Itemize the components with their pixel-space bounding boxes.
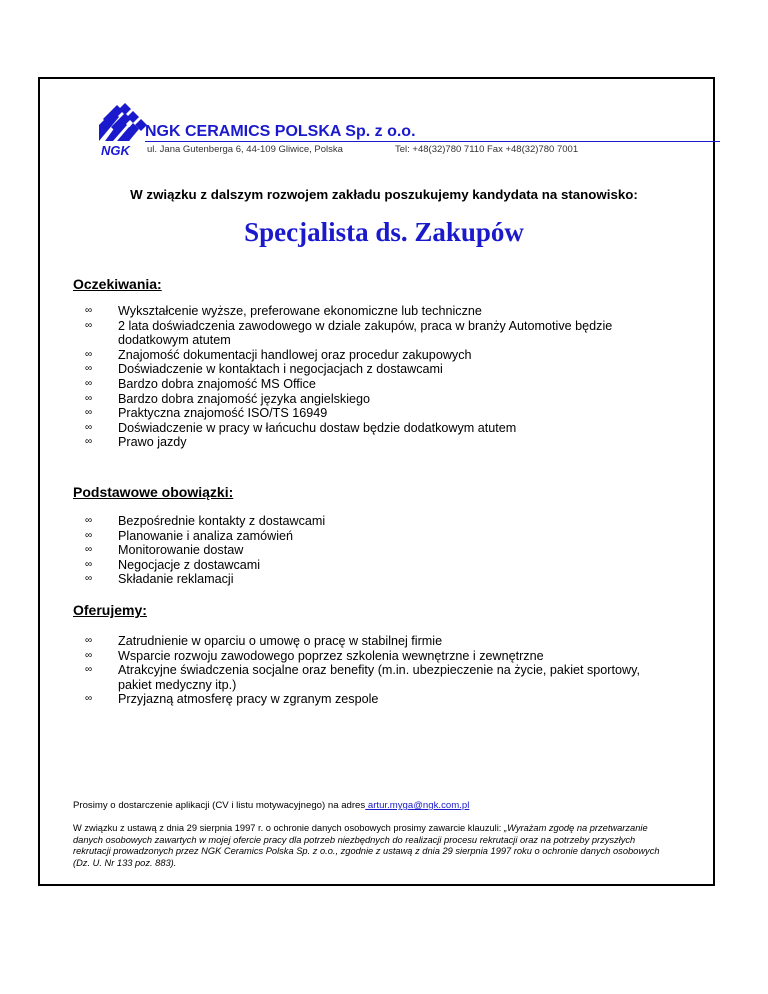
bullet-icon: ∞ [85, 392, 93, 404]
duty-item-text: Monitorowanie dostaw [118, 543, 244, 558]
duty-item [73, 514, 673, 529]
duties-list [73, 514, 673, 587]
expectation-item-text: Praktyczna znajomość ISO/TS 16949 [118, 406, 328, 421]
expectation-item-text: Doświadczenie w kontaktach i negocjacjach z dostawcami [118, 362, 443, 377]
company-name: NGK CERAMICS POLSKA Sp. z o.o. [145, 123, 416, 140]
duty-item-text: Składanie reklamacji [118, 572, 234, 587]
expectation-item [73, 392, 673, 407]
duties-heading: Podstawowe obowiązki: [73, 484, 234, 500]
email-link[interactable]: artur.myga@ngk.com.pl [365, 800, 470, 811]
expectations-list [73, 304, 673, 450]
offer-item-text: Zatrudnienie w oparciu o umowę o pracę w stabilnej firmie [118, 634, 443, 648]
expectation-item [73, 377, 673, 392]
bullet-icon: ∞ [85, 319, 93, 331]
company-phone: Tel: +48(32)780 7110 Fax +48(32)780 7001 [395, 144, 579, 155]
lead-text: W związku z dalszym rozwojem zakładu poszukujemy kandydata na stanowisko: [130, 187, 638, 202]
bullet-icon: ∞ [85, 529, 93, 541]
offer-heading: Oferujemy: [73, 602, 147, 618]
offer-item [73, 692, 673, 707]
bullet-icon: ∞ [85, 573, 93, 585]
expectation-item [73, 348, 673, 363]
bullet-icon: ∞ [85, 436, 93, 448]
bullet-icon: ∞ [85, 407, 93, 419]
expectation-item-text: Bardzo dobra znajomość języka angielskiego [118, 391, 371, 406]
expectation-item-text: Wykształcenie wyższe, preferowane ekonomiczne lub techniczne [118, 304, 482, 318]
offer-item-text: Wsparcie rozwoju zawodowego poprzez szkolenia wewnętrzne i zewnętrzne [118, 648, 544, 663]
duty-item [73, 529, 673, 544]
bullet-icon: ∞ [85, 544, 93, 556]
bullet-icon: ∞ [85, 515, 93, 526]
offer-item-text: Atrakcyjne świadczenia socjalne oraz benefity (m.in. ubezpieczenie na życie, pakiet sportowy, pakiet medyczny itp.) [118, 663, 640, 692]
expectation-item [73, 362, 673, 377]
expectation-item-text: Bardzo dobra znajomość MS Office [118, 376, 316, 391]
position-title: Specjalista ds. Zakupów [244, 217, 524, 247]
apply-instructions [73, 800, 469, 811]
company-address: ul. Jana Gutenberga 6, 44-109 Gliwice, Polska [147, 144, 343, 155]
bullet-icon: ∞ [85, 558, 93, 570]
expectation-item-text: Znajomość dokumentacji handlowej oraz procedur zakupowych [118, 347, 472, 362]
expectation-item-text: Doświadczenie w pracy w łańcuchu dostaw będzie dodatkowym atutem [118, 420, 517, 435]
expectations-heading: Oczekiwania: [73, 276, 162, 292]
offer-item [73, 634, 673, 649]
bullet-icon: ∞ [85, 649, 93, 661]
duty-item [73, 558, 673, 573]
offer-item [73, 649, 673, 664]
header-divider [145, 141, 720, 142]
bullet-icon: ∞ [85, 363, 93, 375]
offer-item [73, 663, 673, 692]
duty-item [73, 572, 673, 587]
expectation-item [73, 435, 673, 450]
gdpr-clause [73, 823, 673, 869]
duty-item-text: Negocjacje z dostawcami [118, 557, 261, 572]
expectation-item [73, 406, 673, 421]
clause-text: „Wyrażam zgodę na przetwarzanie danych osobowych zawartych w mojej ofercie pracy dla potrzeb niezbędnych do realizacji procesu rekrutacji oraz na potrzeby przyszłych rekrutacji prowadzonych przez NGK Ceramics Polska Sp. z o.o., zgodnie z ustawą z dnia 29 sierpnia 1997 roku o ochronie danych osobowych (Dz. U. Nr 133 poz. 883). [73, 823, 660, 868]
duty-item [73, 543, 673, 558]
apply-text: Prosimy o dostarczenie aplikacji (CV i listu motywacyjnego) na adres [73, 800, 366, 811]
bullet-icon: ∞ [85, 664, 93, 676]
offer-list [73, 634, 673, 707]
expectation-item [73, 319, 673, 348]
ngk-logo-icon [99, 103, 147, 141]
clause-prefix: W związku z ustawą z dnia 29 sierpnia 1997 r. o ochronie danych osobowych prosimy zawarcie klauzuli: [73, 823, 504, 833]
bullet-icon: ∞ [85, 377, 93, 389]
ngk-logo-text: NGK [101, 143, 130, 158]
expectation-item-text: Prawo jazdy [118, 435, 187, 450]
duty-item-text: Planowanie i analiza zamówień [118, 528, 294, 543]
offer-item-text: Przyjazną atmosferę pracy w zgranym zespole [118, 692, 379, 707]
bullet-icon: ∞ [85, 305, 93, 316]
bullet-icon: ∞ [85, 635, 93, 646]
duty-item-text: Bezpośrednie kontakty z dostawcami [118, 514, 326, 528]
expectation-item-text: 2 lata doświadczenia zawodowego w dziale zakupów, praca w branży Automotive będzie dodatkowym atutem [118, 318, 613, 348]
bullet-icon: ∞ [85, 348, 93, 360]
bullet-icon: ∞ [85, 693, 93, 705]
expectation-item [73, 304, 673, 319]
expectation-item [73, 421, 673, 436]
bullet-icon: ∞ [85, 421, 93, 433]
